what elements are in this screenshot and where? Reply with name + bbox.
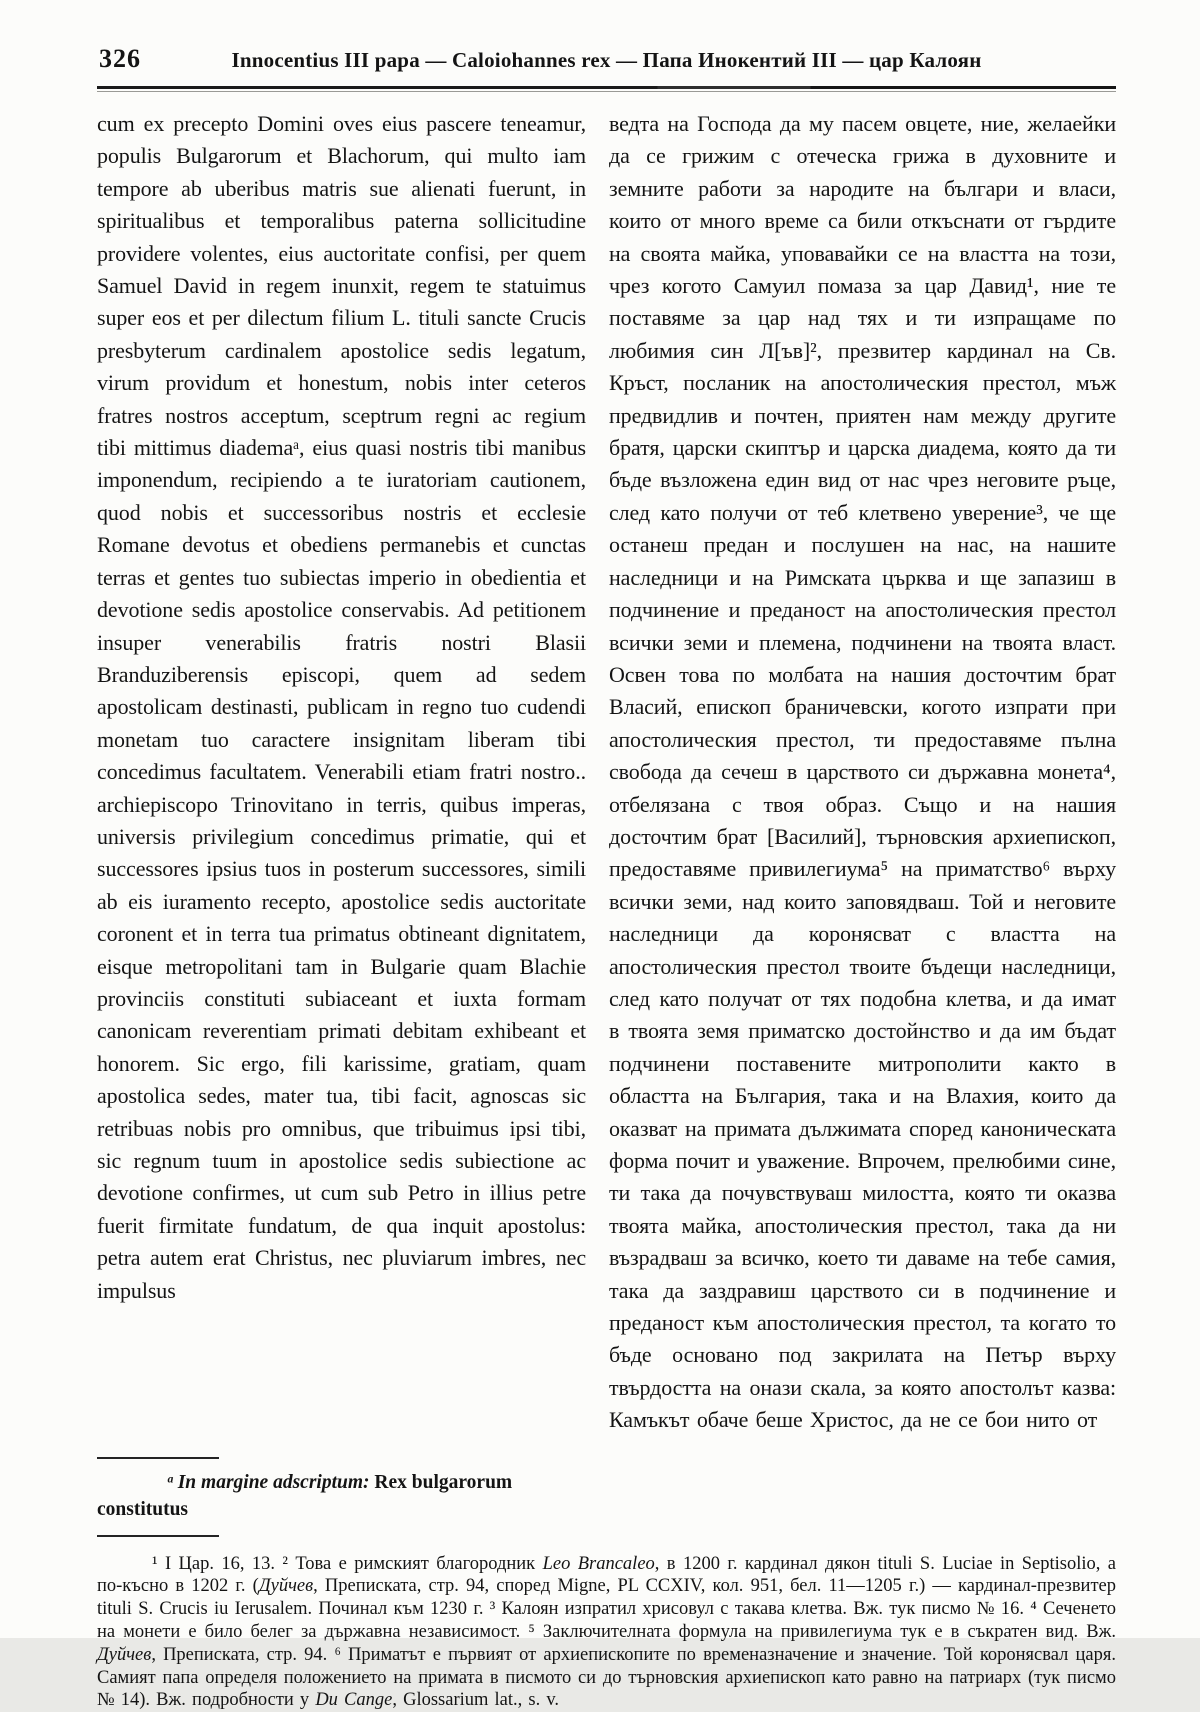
footnotes-separator xyxy=(97,1535,219,1537)
marginal-footnote-separator xyxy=(97,1457,219,1459)
marginal-footnote: ᵃ In margine adscriptum: Rex bulgarorum constitutus xyxy=(97,1471,513,1520)
page-number: 326 xyxy=(99,44,141,73)
footnotes-block: ¹ I Цар. 16, 13. ² Това е римският благородник Leo Brancaleo, в 1200 г. кардинал дякон tituli S. Luciae in Septisolio, а по-късно в 1202 г. (Дуйчев, Преписката, стр. 94, според Migne, PL CCXIV, кол. 951, бел. 11—1205 г.) — кардинал-презвитер tituli S. Crucis iu Ierusalem. Починал към 1230 г. ³ Калоян изпратил хрисовул с такава клетва. Вж. тук писмо № 16. ⁴ Сеченето на монети е било белег за държавна независимост. ⁵ Заключителната формула на привилегиума тук е в съкратен вид. Вж. Дуйчев, Преписката, стр. 94. ⁶ Приматът е първият от архиепископите по временазначение и значение. Той коронясвал царя. Самият папа определя положението на примата в писмото си до търновския архиепископ като равно на патриарх (тук писмо № 14). Вж. подробности у Du Cange, Glossarium lat., s. v. xyxy=(97,1553,1117,1711)
running-title: Innocentius III papa — Caloiohannes rex — Папа Инокентий III — цар Калоян xyxy=(231,48,982,72)
page-header xyxy=(97,44,1116,76)
header-rule-echo xyxy=(97,91,1116,92)
header-rule xyxy=(97,86,1116,89)
latin-column: cum ex precepto Domini oves eius pascere teneamur, populis Bulgarorum et Blachorum, qui multo iam tempore ab uberibus matris sue alienati fuerunt, in spiritualibus et temporalibus paterna sollicitudine providere volentes, eius auctoritate confisi, per quem Samuel David in regem inunxit, regem te statuimus super eos et per dilectum filium L. tituli sancte Crucis presbyterum cardinalem apostolice sedis legatum, virum providum et honestum, nobis inter ceteros fratres nostros acceptum, sceptrum regni ac regium tibi mittimus diademaᵃ, eius quasi nostris tibi manibus imponendum, recipiendo a te iuratoriam cautionem, quod nobis et successoribus nostris et ecclesie Romane devotus et obediens permanebis et cunctas terras et gentes tuo subiectas imperio in obedientia et devotione sedis apostolice conservabis. Ad petitionem insuper venerabilis fratris nostri Blasii Branduziberensis episcopi, quem ad sedem apostolicam destinasti, publicam in regno tuo cudendi monetam tuo caractere insignitam liberam tibi concedimus facultatem. Venerabili etiam fratri nostro.. archiepiscopo Trinovitano in terris, quibus imperas, universis privilegium concedimus primatie, qui et successores ipsius tuos in posterum successores, simili ab eis iuramento recepto, apostolice sedis auctoritate coronent et in terra tua primatus obtineant dignitatem, eisque metropolitani tam in Bulgarie quam Blachie provinciis constituti subiaceant et iuxta formam canonicam reverentiam primati debitam exhibeant et honorem. Sic ergo, fili karissime, gratiam, quam apostolica sedes, mater tua, tibi facit, agnoscas sic retribuas nobis pro omnibus, que tribuimus ipsi tibi, sic regnum tuum in apostolice sedis subiectione ac devotione confirmes, ut cum sub Petro in illius petre fuerit firmitate fundatum, de qua inquit apostolus: petra autem erat Christus, nec pluviarum imbres, nec impulsus xyxy=(97,111,586,1303)
text-columns xyxy=(97,108,1116,1437)
bulgarian-translation-column: ведта на Господа да му пасем овцете, ние, желаейки да се грижим с отеческа грижа в духовните и земните работи за народите на българи и власи, които от много време са били откъснати от гърдите на своята майка, уповавайки се на властта на този, чрез когото Самуил помаза за цар Давид¹, ние те поставяме за цар над тях и ти изпращаме по любимия син Л[ъв]², презвитер кардинал на Св. Кръст, посланик на апостолическия престол, мъж предвидлив и почтен, приятен нам между другите братя, царски скиптър и царска диадема, която да ти бъде възложена един вид от нас чрез неговите ръце, след като получи от теб клетвено уверение³, че ще останеш предан и послушен на нас, на нашите наследници и на Римската църква и ще запазиш в подчинение и преданост на апостолическия престол всички земи и племена, подчинени на твоята власт. Освен това по молбата на нашия досточтим брат Власий, епископ браничевски, когото изпрати при апостолическия престол, ти предоставяме пълна свобода да сечеш в царството си държавна монета⁴, отбелязана с твоя образ. Също и на нашия досточтим брат [Василий], търновския архиепископ, предоставяме привилегиума⁵ на приматство⁶ върху всички земи, над които заповядваш. Той и неговите наследници да коронясват с властта на апостолическия престол твоите бъдещи наследници, след като получат от тях подобна клетва, и да имат в твоята земя приматско достойнство и да им бъдат подчинени поставените митрополити както в областта на България, така и на Влахия, които да оказват на примата дължимата според каноническата форма почит и уважение. Впрочем, прелюбими сине, ти така да почувствуваш милостта, която ти оказва твоята майка, апостолическия престол, така да ни възрадваш за всичко, което ти даваме на тебе самия, така да заздравиш царството си в подчинение и преданост към апостолическия престол, та когато то бъде основано под закрилата на Петър върху твърдостта на онази скала, за която апостолът казва: Камъкът обаче беше Христос, да не се бои нито от xyxy=(609,111,1116,1433)
